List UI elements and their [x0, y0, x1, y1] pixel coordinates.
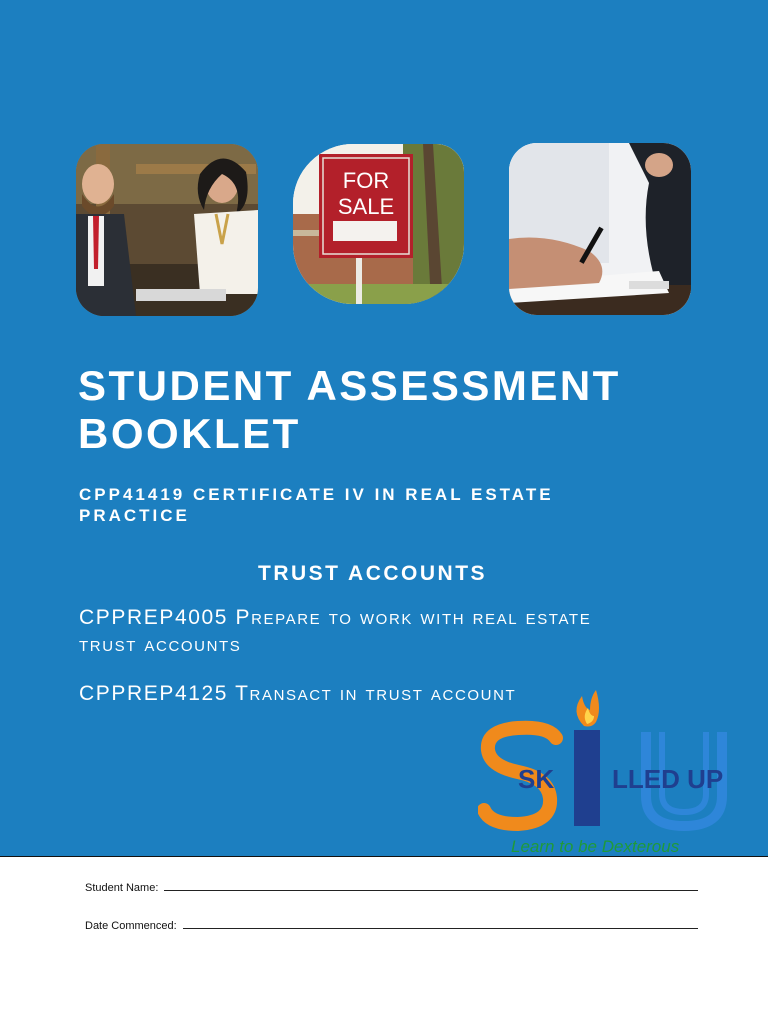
date-commenced-field[interactable] [183, 917, 698, 929]
section-heading: TRUST ACCOUNTS [258, 562, 488, 585]
unit-cpprep4005: CPPREP4005 Prepare to work with real estate trust accounts [79, 606, 592, 656]
student-name-label: Student Name: [85, 882, 159, 894]
for-sale-sign-image [293, 144, 464, 304]
student-name-field[interactable] [164, 879, 698, 891]
logo-text-right: LLED UP [612, 764, 724, 794]
cover-divider [0, 856, 768, 857]
meeting-image [76, 144, 258, 316]
skilled-up-logo [478, 686, 750, 856]
date-commenced-row [85, 917, 698, 932]
signing-document-image [509, 143, 691, 315]
logo-tagline: Learn to be Dexterous [511, 837, 680, 856]
sign-text-sale: SALE [337, 194, 395, 219]
sign-text-for: FOR [342, 168, 390, 193]
for-sale-sign-photo [293, 144, 464, 304]
logo-text-left: SK [518, 764, 555, 794]
date-commenced-label: Date Commenced: [85, 920, 177, 932]
signing-document-photo [509, 143, 691, 315]
student-name-row [85, 879, 698, 894]
booklet-title: STUDENT ASSESSMENT BOOKLET [78, 362, 621, 457]
qualification-title: CPP41419 CERTIFICATE IV IN REAL ESTATE PRACTICE [79, 485, 554, 525]
unit-cpprep4125: CPPREP4125 Transact in trust account [79, 682, 517, 705]
meeting-photo [76, 144, 258, 316]
